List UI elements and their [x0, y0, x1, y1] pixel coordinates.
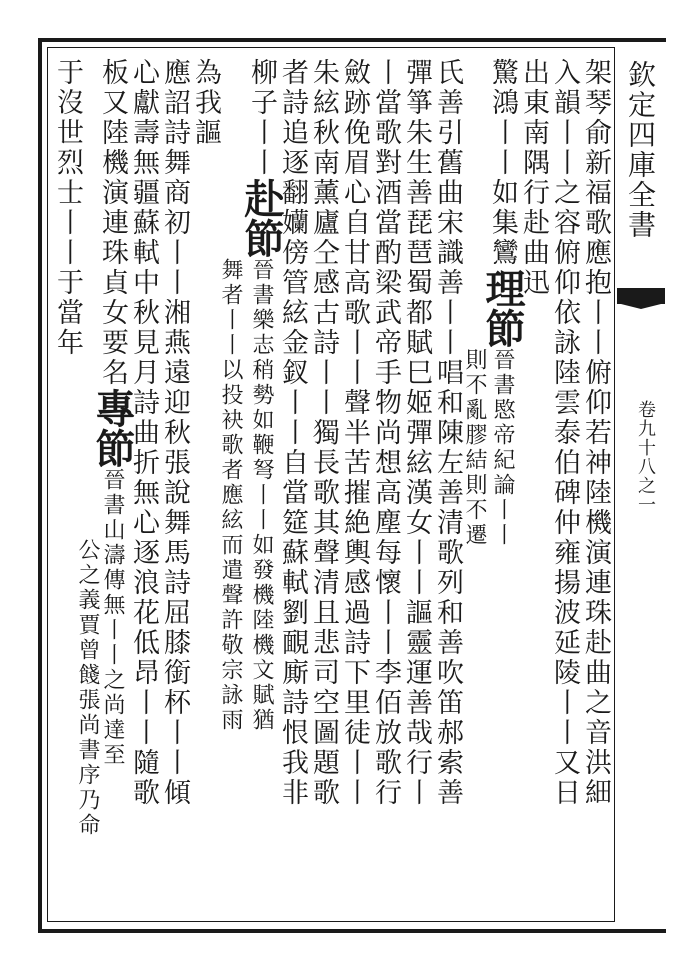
entry-heading: 理節	[479, 268, 526, 348]
entry-heading: 赴節	[238, 178, 285, 258]
text-column-3: 出東南隅行赴曲迅	[518, 58, 549, 298]
text-column-10: 朱絃秋南薰廬仝感古詩丨丨獨長歌其聲清且悲司空圖題歌	[308, 58, 339, 808]
text-column-13: 舞者丨丨以投袂歌者應絃而遣聲許敬宗詠雨	[218, 258, 243, 733]
text-column-15: 應詔詩舞商初丨丨湘燕遠迎秋張說舞馬詩屈膝銜杯丨丨傾	[159, 58, 190, 808]
text-column-19: 于沒世烈士丨丨于當年	[52, 58, 83, 358]
text-column-1: 架琴俞新福歌應抱丨丨俯仰若神陸機演連珠赴曲之音洪細	[580, 58, 611, 808]
text-column-18: 公之義賈曾餞張尚書序乃命	[75, 538, 100, 838]
text-column-12: 柳子丨丨赴節晉書樂志稍勢如鞭弩丨丨如發機陸機文賦猶	[238, 58, 285, 733]
text-column-4: 驚鴻丨丨如集鸞理節晉書愍帝紀論丨丨	[479, 58, 526, 548]
margin-volume-label: 卷九十八之一	[635, 400, 656, 514]
margin-divider	[614, 47, 615, 922]
text-column-7: 彈箏朱生善琵琶蜀都賦巳姬彈絃漢女丨丨謳靈運善哉行丨	[401, 58, 432, 808]
text-column-2: 入韻丨丨之容俯仰依詠陸雲泰伯碑仲雍揚波延陵丨丨又日	[549, 58, 580, 808]
text-column-6: 氏善引舊曲宋識善丨丨唱和陳左善清歌列和善吹笛郝索善	[432, 58, 463, 808]
margin-book-title: 欽定四庫全書	[624, 60, 657, 240]
text-column-8: 丨當歌對酒當酌梁武帝手物尚想高塵每懷丨丨李佰放歌行	[370, 58, 401, 808]
text-column-11: 者詩追逐翻孏傍管絃金釵丨丨自當筵蘇軾劉靦廝詩恨我非	[277, 58, 308, 808]
text-column-17: 板又陸機演連珠貞女要名專節晉書山濤傳無丨丨之尚達至	[89, 58, 136, 768]
fish-tail-mark	[617, 288, 665, 304]
text-column-9: 斂跡俛眉心自甘高歌丨丨聲半苦摧絶輿感過詩下里徒丨丨	[339, 58, 370, 808]
text-column-14: 為我謳	[190, 58, 221, 148]
entry-heading: 專節	[89, 388, 136, 468]
text-column-16: 心獻壽無疆蘇軾中秋見月詩曲折無心逐浪花低昂丨丨隨歌	[128, 58, 159, 808]
text-column-5: 則不亂膠結則不遷	[462, 348, 487, 548]
